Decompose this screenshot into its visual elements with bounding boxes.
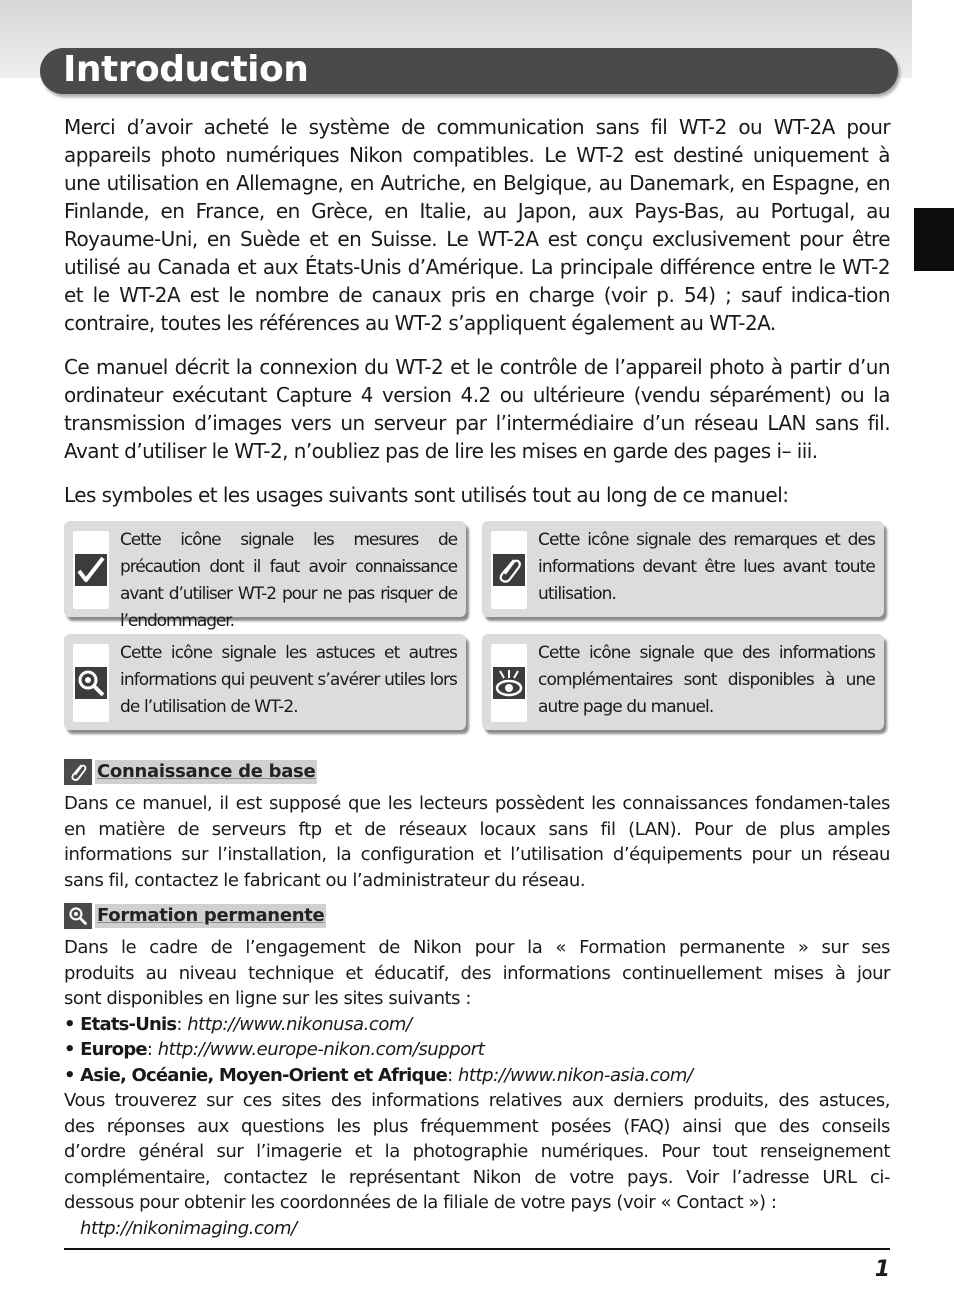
symbol-text: Cette icône signale que des informations complémentaires sont disponibles à une autre page du manuel. — [538, 643, 875, 717]
symbol-text: Cette icône signale des remarques et des informations devant être lues avant toute utilisation. — [538, 530, 875, 604]
learning-line: des réponses aux questions les plus fréquemment posées (FAQ) ainsi que des conseils — [64, 1115, 890, 1137]
learning-line: d’ordre général sur l’imagerie et la photographie numériques. Pour tout renseignement — [64, 1141, 890, 1162]
page-title: Introduction — [63, 49, 309, 90]
learning-line: produits au niveau technique et éducatif, des informations continuellement mises à jour — [64, 962, 890, 984]
chapter-tab — [914, 208, 954, 271]
intro-paragraph-1: Merci d’avoir acheté le système de communication sans fil WT-2 ou WT-2A pour appareils photo numériques Nikon compatibles. Le WT-2 est destiné uniquement à une utilisation en Allemagne, en Autriche, en Belgique, au Danemark, en Espagne, en Finlande, en France, en Grèce, en Italie, au Japon, aux Pays-Bas, au Portugal, au Royaume-Uni, en Suède et en Suisse. Le WT-2A est conçu exclusivement pour être utilisé au Canada et aux États-Unis d’Amérique. La principale différence entre le WT-2 et le WT-2A est le nombre de canaux pris en charge (voir p. 54) ; sauf indica-tion contraire, toutes les références au WT-2 s’appliquent également au WT-2A. — [64, 115, 890, 335]
site-region: Europe — [80, 1039, 147, 1060]
symbol-box-notes — [482, 521, 884, 617]
site-item-europe: • Europe: http://www.europe-nikon.com/support — [64, 1039, 485, 1060]
intro-paragraph-3: Les symboles et les usages suivants sont utilisés tout au long de ce manuel: — [64, 483, 789, 507]
learning-line: Dans le cadre de l’engagement de Nikon pour la « Formation permanente » sur ses — [64, 937, 890, 958]
site-link[interactable]: http://www.nikon-asia.com/ — [457, 1064, 693, 1086]
learning-body — [64, 935, 890, 1241]
learning-line: Vous trouverez sur ces sites des informations relatives aux derniers produits, des astuces, — [64, 1090, 890, 1111]
section-heading-learning — [64, 903, 326, 929]
site-region: Etats-Unis — [80, 1013, 177, 1035]
magnifier-tip-icon — [64, 903, 92, 929]
site-item-us: • Etats-Unis: http://www.nikonusa.com/ — [64, 1013, 412, 1035]
symbol-text: Cette icône signale les mesures de précaution dont il faut avoir connaissance avant d’utiliser WT-2 pour ne pas risquer de l’endommager. — [120, 530, 457, 631]
site-item-asia: • Asie, Océanie, Moyen-Orient et Afrique: http://www.nikon-asia.com/ — [64, 1064, 693, 1086]
site-link[interactable]: http://www.europe-nikon.com/support — [157, 1039, 485, 1060]
section-heading-basics — [64, 759, 317, 785]
learning-line: complémentaire, contactez le représentant Nikon de votre pays. Voir l’adresse URL ci- — [64, 1166, 890, 1188]
contact-link[interactable]: http://nikonimaging.com/ — [80, 1217, 297, 1239]
site-region: Asie, Océanie, Moyen-Orient et Afrique — [80, 1064, 448, 1086]
check-icon — [73, 531, 109, 609]
symbol-box-reference — [482, 634, 884, 730]
eye-reference-icon — [491, 644, 527, 722]
magnifier-tip-icon — [73, 644, 109, 722]
page-number: 1 — [874, 1257, 890, 1282]
section-heading-label: Connaissance de base — [97, 761, 316, 782]
footer-rule — [64, 1248, 890, 1250]
learning-line: sont disponibles en ligne sur les sites suivants : — [64, 988, 471, 1009]
paperclip-icon — [491, 531, 527, 609]
symbol-box-tips — [64, 634, 466, 730]
symbol-text: Cette icône signale les astuces et autres informations qui peuvent s’avérer utiles lors de l’utilisation de WT-2. — [120, 643, 457, 717]
intro-paragraph-2: Ce manuel décrit la connexion du WT-2 et le contrôle de l’appareil photo à partir d’un ordinateur exécutant Capture 4 version 4.2 ou ultérieure (vendu séparément) ou la transmission d’images vers un serveur par l’intermédiaire d’un réseau LAN sans fil. Avant d’utiliser le WT-2, n’oubliez pas de lire les mises en garde des pages i– iii. — [64, 355, 890, 463]
section-heading-label: Formation permanente — [97, 905, 325, 926]
basics-body: Dans ce manuel, il est supposé que les lecteurs possèdent les connaissances fondamen-tales en matière de serveurs ftp et de réseaux locaux sans fil (LAN). Pour de plus amples informations sur l’installation, la configuration et l’utilisation d’équipements pour un réseau sans fil, contactez le fabricant ou l’administrateur du réseau. — [64, 793, 890, 891]
symbol-box-caution — [64, 521, 466, 631]
paperclip-icon — [64, 759, 92, 785]
learning-line: dessous pour obtenir les coordonnées de la filiale de votre pays (voir « Contact ») : — [64, 1192, 777, 1213]
site-link[interactable]: http://www.nikonusa.com/ — [187, 1013, 412, 1035]
